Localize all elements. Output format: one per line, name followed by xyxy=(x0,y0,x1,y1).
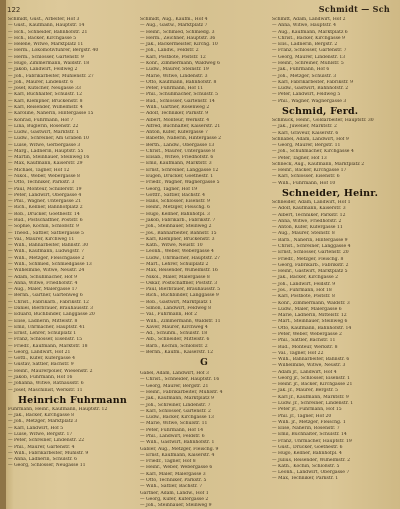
directory-entry: — Phil., Sattler, Bachstr. 11 xyxy=(272,338,336,344)
directory-entry: — Friedr., Tagner, Hof 8 xyxy=(140,459,196,465)
directory-entry: — Anton, Küfer, Küfergasse 11 xyxy=(272,225,343,231)
directory-entry: — Joh., Metzger, Marktplatz 3 xyxy=(8,419,78,425)
directory-entry: — Franz, Schlosser, Gartenstr. 7 xyxy=(272,48,347,54)
directory-entry: — Heinr., Gastwirt, Marktplatz 5 xyxy=(272,269,348,275)
directory-entry: — Jak. jr., Maurer, Bergstr. 5 xyxy=(272,388,339,394)
directory-entry: — Peter, Fuhrmann, Hof 11 xyxy=(140,86,204,92)
directory-entry: — Georg, Schlosser, Neugasse 11 xyxy=(8,463,86,469)
directory-entry: — Franz, Uhrmacher, Hauptstr. 19 xyxy=(272,438,352,444)
directory-entry: — Heinr. jr., Bäcker, Kirchgasse 21 xyxy=(272,382,353,388)
directory-entry: — Georg, Fabrikarb., Fabrikstr. 2 xyxy=(272,262,349,268)
directory-entry: — Karl jr., Kaufmann, Marktstr. 9 xyxy=(272,394,349,400)
directory-entry: — Wilhelmine, Witwe, Neustr. 3 xyxy=(272,363,346,369)
directory-entry: — Ludw., Maler, Malergasse 6 xyxy=(272,306,342,312)
directory-entry: — Georg jr., Schlosser, Eisenstr. 1 xyxy=(272,375,351,381)
directory-entry: — Daniel, Bierbrauer, Brauhausstr. 3 xyxy=(8,305,94,311)
directory-entry: — Karl, Schlosser, Gartenstr. 2 xyxy=(140,408,211,414)
directory-entry: — Josef, Maschinist, Werkstr. 11 xyxy=(8,387,83,393)
column-3-feature-header-2: Schneider, Heinr. xyxy=(282,188,379,200)
directory-entry: — Karl, Schlosser, Eisenstr. 6 xyxy=(272,174,340,180)
directory-entry: — Christ., Schneider, Hauptstr. 16 xyxy=(140,377,220,383)
directory-entry: Schmidt, Aug., Kaufm., Hof 4 xyxy=(140,17,208,22)
directory-entry: — Elise, Ladnerin, Mittelstr. 8 xyxy=(8,318,78,324)
directory-entry: — Heinr., Weber, Webergasse 6 xyxy=(140,465,213,471)
directory-entry: — Aug., Kaufmann, Marktplatz 6 xyxy=(272,29,348,35)
column-1-tail-entries xyxy=(8,407,136,470)
directory-entry: — Bernh., Gärtner, Gartenweg 6 xyxy=(8,293,83,299)
directory-entry: — Gust., Drucker, Goethestr. 6 xyxy=(272,445,343,450)
directory-entry: — Sophie, Köchin, Schloßstr. 9 xyxy=(8,224,79,230)
directory-entry: — Albert, Techniker, Parkstr. 12 xyxy=(272,212,346,218)
directory-entry: — Anna, Ladnerin, Schulstr. 6 xyxy=(8,457,78,463)
directory-entry: — Hans, Schlosser, Eisenstr. 9 xyxy=(140,199,210,205)
directory-entry: — Gustav, Sattler, Bachstr. 9 xyxy=(8,362,74,368)
directory-entry: — Marg., Ladnerin, Hauptstr. 55 xyxy=(8,148,84,154)
directory-entry: — Hugo, Kellner, Bahnhofpl. 4 xyxy=(272,451,342,457)
directory-entry: — Wilh., Fabrikarbeiter, Mühlstr. 9 xyxy=(8,450,89,456)
directory-entry: Schmitt, Adam, Landwirt, Hof 2 xyxy=(272,17,346,22)
directory-entry: — Mart., Lehrer, Schulplatz 2 xyxy=(140,261,209,267)
directory-entry: — Emil, Buchhalter, Schulstr. 14 xyxy=(272,432,347,438)
directory-entry: — Joh., Steinhauer, Steinweg 9 xyxy=(140,503,212,507)
directory-entry: Schnabel, Adam, Landwirt, Hof 9 xyxy=(272,136,349,142)
directory-entry: — Peter, Fuhrmann, Hof 14 xyxy=(140,427,204,433)
directory-entry: — Karl, Klempner, Brückenstr. 3 xyxy=(140,236,215,242)
directory-entry: — Christ., Schreiner, Langgasse 4 xyxy=(272,244,351,249)
directory-entry: — Luise, Witwe, Bergstr. 17 xyxy=(8,432,73,437)
directory-entry: — Rud., Schlosser, Gartenstr. 14 xyxy=(140,98,215,104)
directory-entry: — Christ., Maurer, Untergasse 8 xyxy=(140,148,216,154)
column-1-entries xyxy=(8,17,136,394)
directory-entry: — Ernst, Schreiner, Langgasse 12 xyxy=(140,167,219,173)
directory-entry: — Otto, Techniker, Parkstr. 5 xyxy=(140,477,207,483)
directory-entry: — Hch., Schneider, Bahnhofstr. 21 xyxy=(8,29,88,35)
directory-entry: Gabler, Aug., Metzger, Fleischg. 9 xyxy=(140,446,219,452)
directory-entry: — Wilh. jr., Metzger, Fleischg. 1 xyxy=(272,419,346,425)
directory-entry: — Luise, Witwe, Gerbergasse 3 xyxy=(8,142,81,148)
directory-entry: — Martin, Steinhauer, Steinweg 16 xyxy=(8,155,90,161)
directory-entry: — Leonh., Weber, Webergasse 4 xyxy=(140,249,214,255)
column-2 xyxy=(140,17,268,507)
directory-entry: Schneck, Aug., Kaufmann, Marktplatz 2 xyxy=(272,161,365,167)
directory-entry: — Wilh., Bahnarbeiter, Bahnstr. 6 xyxy=(272,357,350,363)
directory-entry: — Herm., Schlosser, Gartenstr. 9 xyxy=(8,54,84,60)
directory-entry: — Peter, Schreiner, Lindenstr. 22 xyxy=(8,438,85,444)
directory-entry: — Theod., Sattler, Sattlergasse 5 xyxy=(8,230,84,236)
directory-entry: — Heinr., Metzger, Fleischg. 6 xyxy=(140,205,211,211)
directory-entry: — Karl, Postbote, Poststr. 12 xyxy=(140,54,206,60)
directory-entry: — Ludw. jr., Schreiner, Lindenstr. 1 xyxy=(272,401,354,407)
column-2-entries xyxy=(140,17,268,356)
directory-entry: — Georg, Maurer, Bergstr. 11 xyxy=(272,143,341,149)
directory-entry: — Emil, Uhrmacher, Hauptstr. 41 xyxy=(8,324,85,330)
directory-entry: — Julius, Reisender, Wilhelmstr. 2 xyxy=(272,457,350,463)
directory-entry: — Jak., Kaufmann, Marktplatz 9 xyxy=(140,396,214,402)
directory-entry: — Jak., Bäcker, Kirchgasse 8 xyxy=(8,413,75,419)
directory-entry: — Heinr., Fabrikarbeiter, Mühlstr. 4 xyxy=(140,390,223,396)
directory-entry: — Adolf, Kaufmann, Kaiserstr. 3 xyxy=(272,206,346,212)
directory-entry: — Mart., Steinhauer, Steinweg 6 xyxy=(272,319,348,325)
directory-entry: — Joh., Steinhauer, Steinweg 2 xyxy=(140,224,212,230)
directory-entry: — Peter jr., Fuhrmann, Hof 15 xyxy=(272,407,342,413)
directory-entry: — Peter, Landwirt, Feldweg 5 xyxy=(272,92,341,98)
directory-entry: — Franz, Schlosser, Eisenstr. 15 xyxy=(8,337,83,343)
directory-entry: — Bernh., Kaufm., Kaiserstr. 12 xyxy=(140,349,214,355)
directory-entry: — Max, Techniker, Parkstr. 1 xyxy=(272,476,339,482)
column-3-entries xyxy=(272,17,400,105)
directory-entry: — Karl, Graveur, Kaiserstr. 6 xyxy=(272,130,339,136)
directory-entry: — Eugen, Drucker, Goethestr. 1 xyxy=(140,174,214,180)
directory-entry: Fuhrmann, Heinr., Kaufmann, Hauptstr. 12 xyxy=(8,406,108,412)
directory-entry: — Peter, Weber, Webergasse 2 xyxy=(272,331,342,337)
directory-entry: — Karl, Buchhalter, Schulstr. 12 xyxy=(8,92,83,98)
directory-entry: — Nikol., Maler, Malergasse 8 xyxy=(140,274,210,280)
directory-entry: — Anna, Witwe, Hauptstr. 4 xyxy=(272,23,337,29)
directory-entry: — Aug., Gastw., Marktplatz 7 xyxy=(140,23,208,29)
directory-entry: — Ludw., Maurer, Steinstr. 19 xyxy=(140,67,209,73)
directory-entry: — Joh., Schuhmacher, Kirchgasse 4 xyxy=(272,149,354,155)
directory-entry: — Alfred, Buchhalter, Kaiserstr. 21 xyxy=(140,123,221,129)
directory-entry: — Adam, Schuhmacher, Hof 9 xyxy=(8,274,78,280)
directory-entry: — Phil., Wagner, Wagnergasse 3 xyxy=(272,98,347,104)
directory-entry: — Kath., Köchin, Schloßstr. 5 xyxy=(272,463,340,469)
directory-entry: — Rich., Buchbinder, Langgasse 9 xyxy=(140,293,219,299)
directory-entry: — Wilh., Schmied, Schmiedgasse 13 xyxy=(8,261,92,267)
directory-entry: — Gottfr., Sattler, Bachstr. 4 xyxy=(140,192,206,198)
directory-entry: — Barb., Näherin, Hintergasse 9 xyxy=(272,237,348,243)
directory-entry: — Anna, Witwe, Friedhofstr. 4 xyxy=(8,280,78,286)
directory-entry: — Phil. jr., Tagner, Hof 20 xyxy=(272,413,332,419)
directory-entry: — Wilhelmine, Witwe, Neustr. 24 xyxy=(8,268,85,274)
directory-entry: — Paul, Monteur, Schillerstr. 19 xyxy=(8,186,82,192)
directory-entry: — Herm., Lokomotivführer, Bergstr. 40 xyxy=(8,48,99,54)
directory-entry: — Marie, Ladnerin, Mittelstr. 12 xyxy=(272,313,347,319)
directory-entry: — Konrad, Fuhrmann, Hof 7 xyxy=(8,117,74,123)
directory-entry: — Berth., Landw., Obergasse 13 xyxy=(140,142,215,148)
directory-entry: — Joh., Schreiner, Lindenstr. 7 xyxy=(140,402,211,408)
directory-entry: — Jak., Bäckermeister, Kirchg. 10 xyxy=(140,42,218,48)
directory-entry: — Helene, Witwe, Marktplatz 11 xyxy=(8,42,84,48)
directory-entry: Schneider, Adam, Landwirt, Hof 1 xyxy=(272,200,351,206)
directory-entry: — Josef, Kutscher, Neugasse 33 xyxy=(8,86,81,92)
directory-entry: — Anna, Witwe, Friedhofstr. 2 xyxy=(272,218,342,224)
directory-entry: — Wilh., Gastwirt, Bahnhofstr. 1 xyxy=(140,440,215,446)
directory-entry: — Jakob, Landwirt, Feldweg 2 xyxy=(8,67,78,73)
directory-entry: — Johanna, Witwe, Rathausstr. 6 xyxy=(8,381,84,387)
directory-entry: — Georg, Maurer, Bergstr. 21 xyxy=(140,383,209,389)
directory-entry: — Peter, Landwirt, Obergasse 4 xyxy=(8,192,82,198)
directory-entry: — Nikol., Weber, Webergasse 8 xyxy=(8,174,80,180)
directory-entry: — Marie, Witwe, Lindenstr. 3 xyxy=(140,73,208,79)
directory-entry: Gabel, Adam, Landwirt, Hof 3 xyxy=(140,371,209,377)
directory-entry: Schmidt, Gust., Arbeiter, Hof 3 xyxy=(8,17,80,22)
directory-entry: — Karl, Landwirt, Hof 5 xyxy=(8,425,64,431)
directory-entry: — Otto, Kaufmann, Bahnhofstr. 14 xyxy=(272,325,352,331)
directory-entry: — Barb., Köchin, Schloßstr. 2 xyxy=(140,343,208,349)
directory-entry: — Konr., Zimmermann, Waldweg 6 xyxy=(140,60,220,66)
directory-entry: — Joh., Landwirt, Feldstr. 9 xyxy=(272,281,336,287)
directory-entry: — Ernst, Schlosser, Gartenstr. 20 xyxy=(272,250,349,256)
directory-entry: — Friedr., Wagner, Wagnergasse 5 xyxy=(140,180,220,186)
directory-entry: — Ernst, Kaufmann, Kaiserstr. 4 xyxy=(140,452,215,458)
directory-entry: — Elisab., Witwe, Friedhofstr. 6 xyxy=(140,155,214,161)
directory-entry: — Wilh., Bahnarbeiter, Bahnstr. 30 xyxy=(8,243,89,249)
directory-entry: — Wilh., Gärtner, Rosenweg 2 xyxy=(140,104,210,110)
directory-entry: — Max, Reisender, Wilhelmstr. 16 xyxy=(140,268,218,274)
column-1-feature-header: Heinrich Fuhrmann xyxy=(18,394,127,406)
directory-entry: — Karl, Fabrikarbeiter, Fabrikstr. 9 xyxy=(272,79,353,85)
directory-entry: — Leonh., Landwirt, Obergasse 7 xyxy=(272,470,350,476)
directory-entry: — Jak., Juwelier, Marktstr. 2 xyxy=(272,124,337,130)
page-margin-strip xyxy=(0,0,6,509)
directory-entry: — Karl, Reisender, Wilhelmstr. 4 xyxy=(8,104,83,110)
directory-entry: — Xaver, Maurer, Kirchweg 4 xyxy=(140,324,208,330)
directory-entry: — Karl, Maler, Malergasse 3 xyxy=(140,471,206,477)
directory-entry: — Rob., Gastwirt, Marktplatz 1 xyxy=(140,299,212,305)
directory-entry: — Wilh., Zimmermann, Waldstr. 11 xyxy=(140,318,221,324)
running-head: Schmidt — Sch xyxy=(318,4,390,14)
directory-entry: — Alb., Schneider, Mittelstr. 6 xyxy=(140,337,210,343)
directory-entry: — Heinr., Schreiner, Mühlstr. 5 xyxy=(272,60,344,66)
directory-entry: — Jak., Bäcker, Kirchgasse 2 xyxy=(272,275,339,281)
directory-entry: — Otto, Kaufmann, Bahnhofstr. 8 xyxy=(140,79,217,85)
directory-entry: — Wilh., Sattler, Bachstr. 7 xyxy=(140,484,203,490)
directory-entry: — Jakob, Fuhrmann, Hof 16 xyxy=(8,375,73,381)
directory-entry: — Otto, Techniker, Parkstr. 3 xyxy=(8,180,75,186)
directory-entry: — Lina, Büglerin, Rosenstr. 22 xyxy=(8,123,79,129)
directory-entry: — Phil., Maurer, Gartenstr. 4 xyxy=(8,444,75,450)
directory-entry: — Phil., Schuhmacher, Schulstr. 5 xyxy=(140,92,219,98)
directory-entry: — Phil., Wagner, Untergasse 21 xyxy=(8,199,81,205)
directory-entry: — Babette, Näherin, Hintergasse 2 xyxy=(140,136,221,142)
directory-entry: — Georg, Tagner, Hof 19 xyxy=(140,186,198,192)
directory-entry: — Aug., Maler, Malergasse 17 xyxy=(8,287,78,293)
directory-entry: — Georg, Landwirt, Hof 21 xyxy=(8,349,71,355)
directory-entry: — Christ., Fabrikarb., Fabrikstr. 12 xyxy=(8,299,89,305)
directory-entry: — Rud., Monteur, Werkstr. 8 xyxy=(272,344,338,350)
directory-entry: — Joh., Landw., Feldstr. 2 xyxy=(140,48,199,54)
directory-entry: — Gottl., Küfer, Küfergasse 4 xyxy=(8,356,76,362)
directory-entry: — Michael, Tagner, Hof 12 xyxy=(8,167,70,173)
directory-entry: — Jak., Fuhrmann, Hof 6 xyxy=(272,67,330,73)
column-1 xyxy=(8,17,136,507)
directory-entry: — Elis., Ladnerin, Bergstr. 2 xyxy=(272,42,338,48)
column-3-feature-header-1: Schmid, Ferd. xyxy=(282,105,359,117)
directory-entry: — Oskar, Postschaffner, Poststr. 3 xyxy=(140,280,218,286)
directory-entry: — Val., Fuhrmann, Hof 2 xyxy=(140,312,198,318)
directory-entry: — Anton, Küfer, Küfergasse 7 xyxy=(140,130,208,136)
directory-entry: — Ludw., Gastwirt, Bahnhofstr. 2 xyxy=(272,86,349,92)
column-3-mid-entries xyxy=(272,118,400,187)
directory-entry: — Rich., Kellner, Bahnhofplatz 2 xyxy=(8,205,83,211)
directory-entry: — Karl, Postbote, Poststr. 8 xyxy=(272,294,335,300)
directory-entry: Schmuck, Heinr., Goldarbeiter, Hauptstr. 30 xyxy=(272,117,374,123)
directory-entry: — Hugo, Zimmermann, Waldstr. 18 xyxy=(8,60,90,66)
directory-entry: — Albert, Monteur, Werkstr. 4 xyxy=(140,117,210,123)
directory-entry: — Joh., Maurer, Lindenstr. 6 xyxy=(8,79,74,85)
directory-entry: — Christ., Bäcker, Kirchgasse 9 xyxy=(272,35,345,41)
directory-entry: — Eduard, Buchbinder, Langgasse 20 xyxy=(8,312,95,318)
directory-entry: — Ludw., Schreiner, Am Graben 10 xyxy=(8,136,89,142)
directory-entry: — Hch., Bäcker, Kirchgasse 5 xyxy=(8,35,77,41)
directory-entry: — Val., Maurer, Kirchweg 11 xyxy=(8,236,75,242)
letter-divider: G xyxy=(200,358,208,369)
directory-entry: — Emil, Kaufmann, Marktstr. 3 xyxy=(140,161,212,167)
directory-entry: — Hugo, Kellner, Bahnhofpl. 3 xyxy=(140,211,210,217)
directory-entry: — Wilh., Metzger, Fleischgasse 2 xyxy=(8,255,85,261)
directory-entry: — Rud., Postschaffner, Poststr. 6 xyxy=(8,218,83,223)
directory-entry: — Georg, Maurer, Lindenstr. 13 xyxy=(272,54,346,60)
column-3 xyxy=(272,17,400,507)
directory-entry: — Ernst, Lehrer, Schulplatz 1 xyxy=(8,331,77,337)
directory-entry: — Marie, Witwe, Schulstr. 11 xyxy=(140,421,208,427)
directory-entry: — Ludw., Uhrmacher, Hauptstr. 27 xyxy=(140,255,221,261)
directory-entry: — Friedr., Metzger, Fleischg. 8 xyxy=(272,256,344,262)
directory-entry: — Adam jr., Landwirt, Hof 4 xyxy=(272,369,337,375)
directory-entry: — Jos., Bahnarbeiter, Bahnstr. 15 xyxy=(140,230,217,236)
directory-entry: — Phil., Landwirt, Feldstr. 6 xyxy=(140,434,205,439)
directory-entry: — Joh., Fabrikarbeiter, Mühlenstr. 27 xyxy=(8,73,94,79)
directory-entry: — Karl, Klempner, Brückenstr. 8 xyxy=(8,98,83,104)
column-2-tail-entries xyxy=(140,371,268,507)
directory-entry: — Val., Tagner, Hof 22 xyxy=(272,350,324,356)
directory-entry: — Elise, Näherin, Rosenstr. 7 xyxy=(272,426,340,432)
directory-entry: — Friedr., Kaufmann, Marktstr. 18 xyxy=(8,343,88,349)
directory-entry: — Ludw., Bäcker, Kirchgasse 13 xyxy=(140,415,214,421)
directory-entry: — Jakob, Fabrikarb., Fabrikstr. 7 xyxy=(140,218,216,223)
directory-entry: — Kath., Witwe, Neustr. 10 xyxy=(140,243,203,249)
directory-entry: Gärtner, Adam, Landw., Hof 1 xyxy=(140,490,209,496)
directory-entry: — Jos., Fuhrmann, Hof 18 xyxy=(272,287,332,293)
directory-entry: — Georg, Küfer, Küfergasse 2 xyxy=(140,496,209,502)
page-number: 122 xyxy=(7,6,21,14)
directory-entry: — Max, Kaufmann, Kaiserstr. 29 xyxy=(8,161,83,167)
directory-entry: — Ludw., Gastwirt, Marktstr. 1 xyxy=(8,130,80,136)
directory-entry: — Heinr., Maurerpolier, Wiesenstr. 2 xyxy=(8,368,93,374)
directory-entry: — Aug., Maurer, Steinstr. 8 xyxy=(272,231,335,237)
directory-entry: — Ad., Schuhm., Schulstr. 18 xyxy=(140,331,208,337)
directory-entry: — Wilh., Fuhrmann, Hof 10 xyxy=(272,180,336,186)
directory-entry: — Joh., Metzger, Schulstr. 3 xyxy=(272,73,337,79)
directory-entry: — Wilh., Kaufmann, Ludwigstr. 7 xyxy=(8,249,84,255)
directory-entry: — Rob., Drucker, Goethestr. 14 xyxy=(8,211,80,217)
directory-entry: — Paul, Bierbrauer, Brauhausstr. 5 xyxy=(140,287,221,293)
directory-entry: — Heinr., Bäcker, Kirchgasse 17 xyxy=(272,168,347,174)
directory-entry: — Peter, Tagner, Hof 13 xyxy=(272,155,327,161)
directory-entry: — Karoline, Näherin, Hintergasse 15 xyxy=(8,111,94,117)
directory-entry: — Adolf, Techniker, Parkstr. 9 xyxy=(140,111,209,117)
directory-entry: — Heinr., Schmied, Schmiedg. 3 xyxy=(140,29,215,35)
directory-entry: — Gust., Kaufmann, Hauptstr. 14 xyxy=(8,23,85,29)
column-3-tail-entries xyxy=(272,200,400,483)
directory-entry: — Simon, Landwirt, Feldweg 8 xyxy=(140,305,212,311)
directory-entry: — Konr., Zimmermann, Waldstr. 3 xyxy=(272,300,350,306)
directory-entry: — Herm., Zeichner, Hauptstr. 36 xyxy=(140,35,216,41)
